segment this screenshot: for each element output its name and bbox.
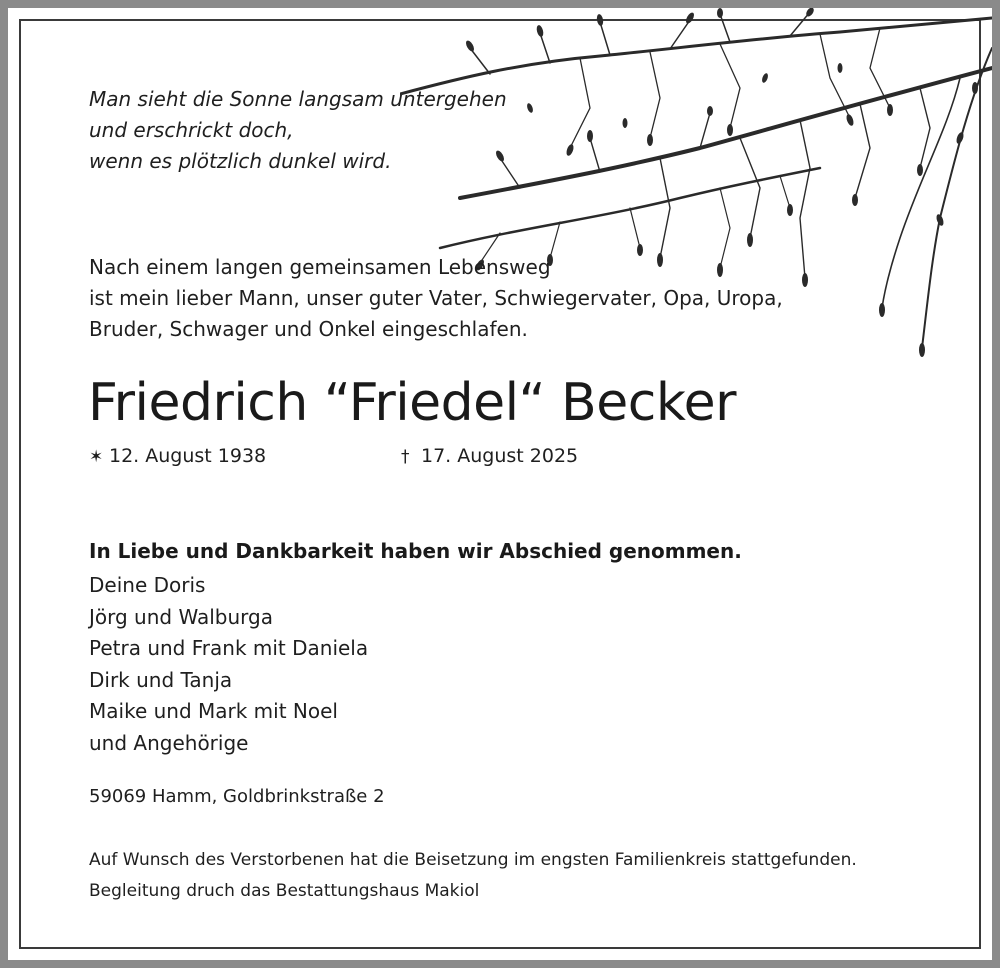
- mourner-entry: Jörg und Walburga: [89, 604, 273, 629]
- mourners-list: [89, 570, 368, 759]
- birth-date: [89, 442, 266, 471]
- family-address: 59069 Hamm, Goldbrinkstraße 2: [89, 786, 385, 807]
- farewell-heading: In Liebe und Dankbarkeit haben wir Abschied genommen.: [89, 539, 742, 563]
- mourner-entry: Maike und Mark mit Noel: [89, 699, 338, 723]
- funeral-home-note: Begleitung druch das Bestattungshaus Makiol: [89, 881, 480, 901]
- death-date: [401, 442, 578, 471]
- birth-star-icon: ✶: [89, 447, 104, 467]
- death-date-text: 17. August 2025: [421, 445, 579, 467]
- mourner-entry: Petra und Frank mit Daniela: [89, 636, 369, 660]
- poem-line: und erschrickt doch,: [89, 118, 294, 142]
- announcement-line: ist mein lieber Mann, unser guter Vater, Schwiegervater, Opa, Uropa,: [89, 286, 783, 310]
- birth-date-text: 12. August 1938: [109, 445, 267, 467]
- death-cross-icon: †: [401, 447, 410, 467]
- burial-note: Auf Wunsch des Verstorbenen hat die Beisetzung im engsten Familienkreis stattgefunden.: [89, 850, 857, 870]
- announcement-line: Nach einem langen gemeinsamen Lebensweg: [89, 255, 551, 279]
- deceased-name: Friedrich “Friedel“ Becker: [88, 373, 736, 433]
- poem-line: wenn es plötzlich dunkel wird.: [89, 149, 392, 173]
- poem-line: Man sieht die Sonne langsam untergehen: [89, 87, 507, 111]
- mourner-entry: Deine Doris: [89, 573, 206, 597]
- mourner-entry: Dirk und Tanja: [89, 667, 233, 692]
- memorial-poem: [89, 84, 507, 177]
- obituary-card: [8, 8, 992, 960]
- mourner-entry: und Angehörige: [89, 730, 249, 755]
- announcement-text: [89, 252, 783, 345]
- announcement-line: Bruder, Schwager und Onkel eingeschlafen.: [89, 317, 528, 341]
